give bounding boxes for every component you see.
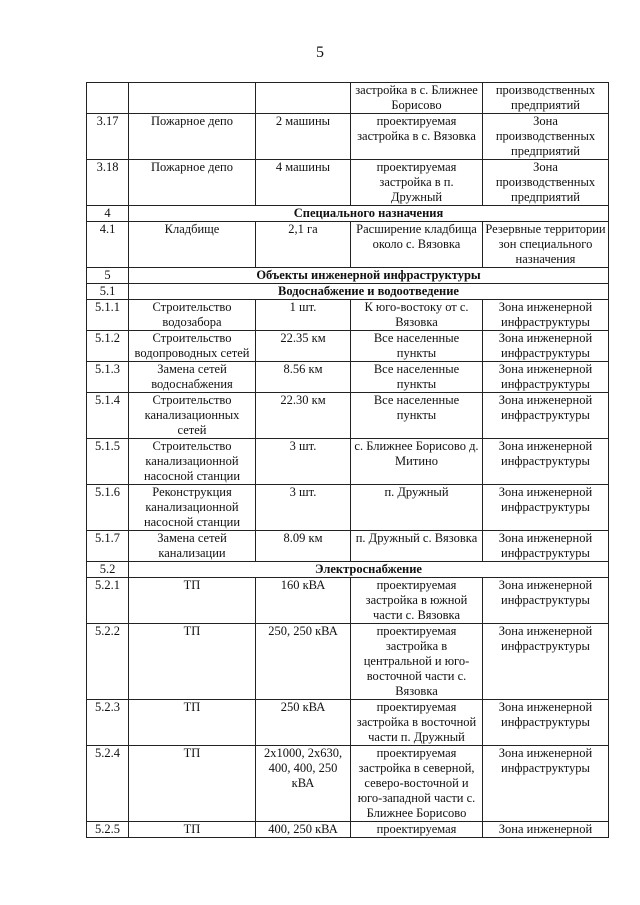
object-amount: 2,1 га xyxy=(256,222,351,268)
object-amount: 22.30 км xyxy=(256,393,351,439)
object-amount xyxy=(256,83,351,114)
object-name: ТП xyxy=(129,578,256,624)
objects-table xyxy=(86,82,609,838)
object-amount: 2 машины xyxy=(256,114,351,160)
functional-zone: Зона инженерной инфраструктуры xyxy=(483,700,609,746)
functional-zone: Зона инженерной инфраструктуры xyxy=(483,362,609,393)
functional-zone: Зона инженерной xyxy=(483,822,609,838)
page-number: 5 xyxy=(316,44,324,61)
section-title: Объекты инженерной инфраструктуры xyxy=(129,268,609,284)
functional-zone: Зона инженерной инфраструктуры xyxy=(483,393,609,439)
object-location: застройка в с. Ближнее Борисово xyxy=(351,83,483,114)
object-location: проектируемая застройка в восточной части п. Дружный xyxy=(351,700,483,746)
row-number: 5.2.1 xyxy=(87,578,129,624)
row-number: 5.1.7 xyxy=(87,531,129,562)
object-location: Все населенные пункты xyxy=(351,393,483,439)
object-name: ТП xyxy=(129,746,256,822)
table-row xyxy=(87,300,609,331)
object-location: с. Ближнее Борисово д. Митино xyxy=(351,439,483,485)
table-row xyxy=(87,624,609,700)
object-name: Замена сетей канализации xyxy=(129,531,256,562)
section-row xyxy=(87,562,609,578)
functional-zone: Зона инженерной инфраструктуры xyxy=(483,746,609,822)
table-body xyxy=(87,83,609,838)
object-amount: 22.35 км xyxy=(256,331,351,362)
row-number xyxy=(87,83,129,114)
object-name: ТП xyxy=(129,822,256,838)
table-row xyxy=(87,331,609,362)
section-number: 4 xyxy=(87,206,129,222)
object-amount: 1 шт. xyxy=(256,300,351,331)
object-location: проектируемая застройка в центральной и юго-восточной части с. Вязовка xyxy=(351,624,483,700)
object-name: Строительство канализационных сетей xyxy=(129,393,256,439)
table-row xyxy=(87,393,609,439)
object-amount: 2х1000, 2х630, 400, 400, 250 кВА xyxy=(256,746,351,822)
object-location: К юго-востоку от с. Вязовка xyxy=(351,300,483,331)
functional-zone: Зона производственных предприятий xyxy=(483,160,609,206)
table-row xyxy=(87,531,609,562)
object-amount: 3 шт. xyxy=(256,439,351,485)
object-location: проектируемая xyxy=(351,822,483,838)
functional-zone: производственных предприятий xyxy=(483,83,609,114)
section-row xyxy=(87,268,609,284)
row-number: 5.1.1 xyxy=(87,300,129,331)
functional-zone: Зона инженерной инфраструктуры xyxy=(483,439,609,485)
table-row xyxy=(87,160,609,206)
object-name: Строительство водозабора xyxy=(129,300,256,331)
section-title: Водоснабжение и водоотведение xyxy=(129,284,609,300)
section-row xyxy=(87,206,609,222)
section-title: Специального назначения xyxy=(129,206,609,222)
section-number: 5.1 xyxy=(87,284,129,300)
object-location: п. Дружный с. Вязовка xyxy=(351,531,483,562)
object-name: Кладбище xyxy=(129,222,256,268)
section-number: 5.2 xyxy=(87,562,129,578)
row-number: 5.1.2 xyxy=(87,331,129,362)
table-row xyxy=(87,439,609,485)
object-name: ТП xyxy=(129,624,256,700)
object-location: Все населенные пункты xyxy=(351,331,483,362)
functional-zone: Зона инженерной инфраструктуры xyxy=(483,531,609,562)
table-row xyxy=(87,700,609,746)
row-number: 5.1.3 xyxy=(87,362,129,393)
functional-zone: Зона инженерной инфраструктуры xyxy=(483,300,609,331)
object-location: проектируемая застройка в п. Дружный xyxy=(351,160,483,206)
object-name: Пожарное депо xyxy=(129,114,256,160)
row-number: 3.17 xyxy=(87,114,129,160)
functional-zone: Зона инженерной инфраструктуры xyxy=(483,331,609,362)
table-row xyxy=(87,822,609,838)
row-number: 5.2.2 xyxy=(87,624,129,700)
row-number: 4.1 xyxy=(87,222,129,268)
table-row xyxy=(87,746,609,822)
functional-zone: Зона инженерной инфраструктуры xyxy=(483,485,609,531)
object-location: п. Дружный xyxy=(351,485,483,531)
functional-zone: Резервные территории зон специального назначения xyxy=(483,222,609,268)
object-name: Строительство канализационной насосной станции xyxy=(129,439,256,485)
object-location: Все населенные пункты xyxy=(351,362,483,393)
functional-zone: Зона производственных предприятий xyxy=(483,114,609,160)
section-number: 5 xyxy=(87,268,129,284)
table-row xyxy=(87,362,609,393)
object-amount: 8.56 км xyxy=(256,362,351,393)
object-amount: 250 кВА xyxy=(256,700,351,746)
row-number: 5.2.5 xyxy=(87,822,129,838)
row-number: 5.1.4 xyxy=(87,393,129,439)
row-number: 5.2.3 xyxy=(87,700,129,746)
object-location: Расширение кладбища около с. Вязовка xyxy=(351,222,483,268)
object-name xyxy=(129,83,256,114)
row-number: 3.18 xyxy=(87,160,129,206)
object-amount: 400, 250 кВА xyxy=(256,822,351,838)
object-name: Реконструкция канализационной насосной станции xyxy=(129,485,256,531)
table-row xyxy=(87,485,609,531)
section-title: Электроснабжение xyxy=(129,562,609,578)
functional-zone: Зона инженерной инфраструктуры xyxy=(483,578,609,624)
object-location: проектируемая застройка в северной, северо-восточной и юго-западной части с. Ближнее Борисово xyxy=(351,746,483,822)
object-amount: 250, 250 кВА xyxy=(256,624,351,700)
row-number: 5.2.4 xyxy=(87,746,129,822)
object-amount: 3 шт. xyxy=(256,485,351,531)
object-amount: 8.09 км xyxy=(256,531,351,562)
functional-zone: Зона инженерной инфраструктуры xyxy=(483,624,609,700)
object-amount: 160 кВА xyxy=(256,578,351,624)
row-number: 5.1.6 xyxy=(87,485,129,531)
object-location: проектируемая застройка в с. Вязовка xyxy=(351,114,483,160)
object-location: проектируемая застройка в южной части с. Вязовка xyxy=(351,578,483,624)
row-number: 5.1.5 xyxy=(87,439,129,485)
table-row xyxy=(87,83,609,114)
object-name: ТП xyxy=(129,700,256,746)
object-name: Строительство водопроводных сетей xyxy=(129,331,256,362)
object-name: Пожарное депо xyxy=(129,160,256,206)
section-row xyxy=(87,284,609,300)
object-name: Замена сетей водоснабжения xyxy=(129,362,256,393)
table-row xyxy=(87,114,609,160)
table-row xyxy=(87,578,609,624)
object-amount: 4 машины xyxy=(256,160,351,206)
table-row xyxy=(87,222,609,268)
